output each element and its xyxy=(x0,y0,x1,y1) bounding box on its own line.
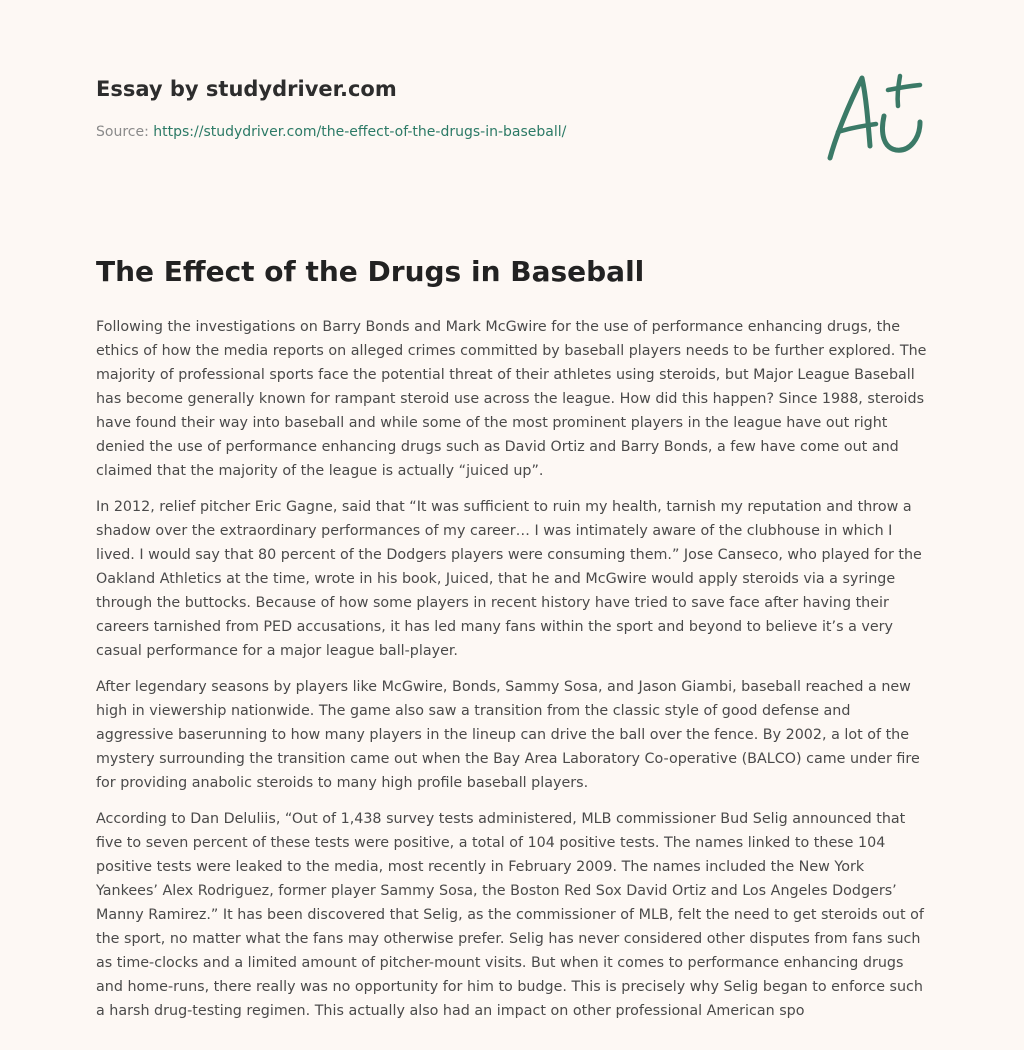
paragraph: Following the investigations on Barry Bonds and Mark McGwire for the use of performance enhancing drugs, the ethics of how the media reports on alleged crimes committed by baseball players needs to be further explored. The majority of professional sports face the potential threat of their athletes using steroids, but Major League Baseball has become generally known for rampant steroid use across the league. How did this happen? Since 1988, steroids have found their way into baseball and while some of the most prominent players in the league have out right denied the use of performance enhancing drugs such as David Ortiz and Barry Bonds, a few have come out and claimed that the majority of the league is actually “juiced up”. xyxy=(96,319,927,479)
source-label: Source: xyxy=(96,124,154,140)
essay-header xyxy=(96,74,796,142)
paragraph: In 2012, relief pitcher Eric Gagne, said that “It was sufficient to ruin my health, tarnish my reputation and throw a shadow over the extraordinary performances of my career… I was intimately aware of the clubhouse in which I lived. I would say that 80 percent of the Dodgers players were consuming them.” Jose Canseco, who played for the Oakland Athletics at the time, wrote in his book, Juiced, that he and McGwire would apply steroids via a syringe through the buttocks. Because of how some players in recent history have tried to save face after having their careers tarnished from PED accusations, it has led many fans within the sport and beyond to believe it’s a very casual performance for a major league ball-player. xyxy=(96,499,922,659)
essay-title: The Effect of the Drugs in Baseball xyxy=(96,255,645,288)
brand-name: Essay by studydriver.com xyxy=(96,77,397,101)
a-plus-logo xyxy=(818,66,930,166)
essay-body xyxy=(96,315,930,1035)
source-link[interactable]: https://studydriver.com/the-effect-of-the-drugs-in-baseball/ xyxy=(153,124,567,140)
source-line xyxy=(96,122,796,142)
paragraph: After legendary seasons by players like McGwire, Bonds, Sammy Sosa, and Jason Giambi, baseball reached a new high in viewership nationwide. The game also saw a transition from the classic style of good defense and aggressive baserunning to how many players in the lineup can drive the ball over the fence. By 2002, a lot of the mystery surrounding the transition came out when the Bay Area Laboratory Co-operative (BALCO) came under fire for providing anabolic steroids to many high profile baseball players. xyxy=(96,679,920,791)
paragraph: According to Dan Deluliis, “Out of 1,438 survey tests administered, MLB commissioner Bud Selig announced that five to seven percent of these tests were positive, a total of 104 positive tests. The names linked to these 104 positive tests were leaked to the media, most recently in February 2009. The names included the New York Yankees’ Alex Rodriguez, former player Sammy Sosa, the Boston Red Sox David Ortiz and Los Angeles Dodgers’ Manny Ramirez.” It has been discovered that Selig, as the commissioner of MLB, felt the need to get steroids out of the sport, no matter what the fans may otherwise prefer. Selig has never considered other disputes from fans such as time-clocks and a limited amount of pitcher-mount visits. But when it comes to performance enhancing drugs and home-runs, there really was no opportunity for him to budge. This is precisely why Selig began to enforce such a harsh drug-testing regimen. This actually also had an impact on other professional American spo xyxy=(96,811,924,1019)
